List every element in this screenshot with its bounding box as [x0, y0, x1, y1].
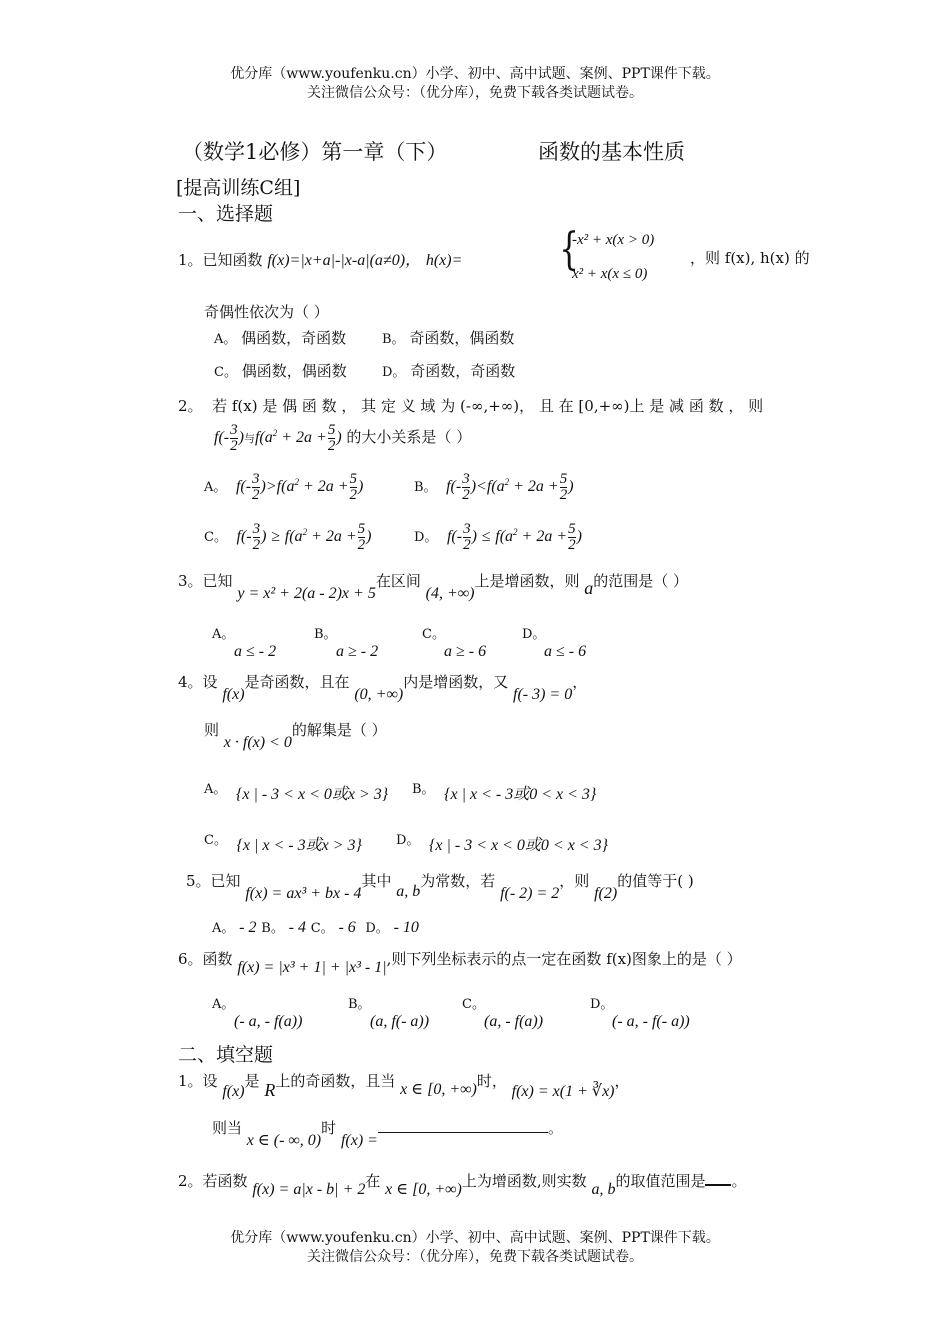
q3-end: 的范围是（ ）	[593, 572, 689, 590]
question-3	[178, 570, 689, 602]
f2-function: f(x) = a|x - b| + 2	[252, 1181, 366, 1198]
q5-option-a-text: - 2	[239, 919, 257, 936]
q5-ask: f(2)	[594, 885, 618, 902]
q6-function: f(x) = |x³ + 1| + |x³ - 1|	[237, 959, 387, 976]
f1-mid4: 时	[321, 1119, 337, 1137]
option-label: B。	[261, 921, 284, 936]
option-label: D。	[414, 530, 438, 546]
f1-comma: ，	[614, 1072, 630, 1090]
f1-number: 1。	[178, 1072, 203, 1090]
q6-lead: 函数	[202, 950, 233, 968]
q3-function: y = x² + 2(a - 2)x + 5	[237, 585, 376, 602]
q2-text: 若 f(x) 是 偶 函 数 ， 其 定 义 域 为 (-∞,+∞)， 且 在 [0,+∞)上 是 减 函 数 ， 则	[212, 397, 764, 415]
q4-line-2-lead: 则	[204, 721, 220, 739]
q4-comma: ，	[572, 673, 588, 691]
q5-option-d-text: - 10	[393, 919, 419, 936]
f1-mid: 是	[244, 1072, 260, 1090]
f2-condition: x ∈ [0, +∞)	[385, 1181, 462, 1198]
q4-condition: f(- 3) = 0	[513, 686, 573, 703]
header-line-1: 优分库（www.youfenku.cn）小学、初中、高中试题、案例、PPT课件下载。	[230, 66, 720, 82]
section-heading-choice: 一、选择题	[178, 203, 274, 225]
q4-number: 4。	[178, 673, 203, 691]
q6-option-a-text: (- a, - f(a))	[234, 1013, 303, 1030]
q2-number: 2。	[178, 397, 203, 415]
q4-line-2-tail: 的解集是（ ）	[291, 721, 387, 739]
section-heading-fill: 二、填空题	[178, 1044, 274, 1066]
f1-mid3: 时，	[476, 1072, 507, 1090]
question-4	[178, 671, 588, 703]
q1-option-d-text: 奇函数，奇函数	[410, 362, 516, 380]
f2-number: 2。	[178, 1172, 203, 1190]
option-label: A。	[204, 782, 227, 797]
q5-option-b-text: - 4	[288, 919, 306, 936]
q2-expr-left: f(- $\frac{3}{2}$ )	[214, 422, 244, 454]
q2-option-b: B。 f(- $\frac{3}{2}$ )$<f(a^2 + 2a$ + $\frac{5}{2}$ )	[414, 471, 574, 503]
q2-expr-right: $f(a^2 + 2a$ + $\frac{5}{2}$ )	[254, 422, 342, 454]
header-line-2: 关注微信公众号：（优分库），免费下载各类试题试卷。	[307, 85, 643, 101]
option-label: C。	[204, 833, 227, 848]
q6-option-d-text: (- a, - f(- a))	[612, 1013, 690, 1030]
q1-case-2: x² + x(x ≤ 0)	[572, 266, 648, 282]
q6-option-b-text: (a, f(- a))	[370, 1013, 430, 1030]
q4-option-c	[204, 826, 362, 854]
option-label: D。	[590, 997, 614, 1012]
q4-option-b-text: {x | x < - 3或0 < x < 3}	[444, 786, 597, 803]
f2-mid: 在	[365, 1172, 381, 1190]
f1-line-2	[212, 1117, 563, 1149]
option-label: A。	[212, 627, 235, 642]
option-label: A。	[212, 997, 235, 1012]
f2-mid2: 上为增函数,则实数	[461, 1172, 587, 1190]
q1-lead: 已知函数	[202, 251, 263, 269]
f1-definition: f(x) = x(1 + ∛x)	[511, 1083, 615, 1100]
q5-condition: f(- 2) = 2	[500, 885, 560, 902]
option-label: A。	[212, 921, 235, 936]
footer-line-1: 优分库（www.youfenku.cn）小学、初中、高中试题、案例、PPT课件下载。	[230, 1230, 720, 1246]
q5-lead: 已知	[210, 872, 241, 890]
q3-option-d-text: a ≤ - 6	[544, 643, 587, 660]
question-2	[178, 395, 763, 416]
q4-mid2: 内是增函数，又	[403, 673, 509, 691]
q4-interval: (0, +∞)	[354, 686, 404, 703]
option-label: B。	[314, 627, 337, 642]
question-5	[186, 870, 694, 902]
f1-line-2-lead: 则当	[212, 1119, 243, 1137]
q3-option-c	[422, 623, 486, 661]
q5-mid3: ，则	[559, 872, 590, 890]
group-label: [提高训练C组]	[176, 177, 301, 199]
q1-number: 1。	[178, 251, 203, 269]
q5-number: 5。	[186, 872, 211, 890]
f2-end: 。	[731, 1172, 747, 1190]
q1-case-1: -x² + x(x > 0)	[572, 232, 655, 248]
q3-option-b-text: a ≥ - 2	[336, 643, 379, 660]
q1-piecewise-brace: {	[559, 224, 579, 275]
q2-line-2: f(- $\frac{3}{2}$ )与$f(a^2 + 2a$ + $\frac{5}{2}$ ) 的大小关系是（ ）	[214, 422, 472, 454]
option-label: D。	[365, 921, 389, 936]
option-label: C。	[462, 997, 485, 1012]
q1-option-d	[382, 360, 515, 381]
option-label: B。	[348, 997, 371, 1012]
q3-variable: a	[584, 578, 594, 598]
option-label: B。	[414, 480, 437, 496]
q3-lead: 已知	[202, 572, 233, 590]
q6-option-c-text: (a, - f(a))	[484, 1013, 544, 1030]
q3-tail: 上是增函数，则	[474, 572, 580, 590]
option-label: D。	[522, 627, 546, 642]
q1-option-b-text: 奇函数，偶函数	[409, 329, 515, 347]
q1-line-2: 奇偶性依次为（ ）	[204, 303, 329, 321]
q3-interval: (4, +∞)	[425, 585, 475, 602]
q4-option-d-text: {x | - 3 < x < 0或0 < x < 3}	[428, 837, 609, 854]
q5-mid: 其中	[361, 872, 392, 890]
q4-inequality: x · f(x) < 0	[223, 734, 292, 751]
q6-option-b	[348, 993, 429, 1031]
q2-d-relation: ≤	[481, 528, 491, 546]
q1-option-a	[214, 327, 346, 348]
option-label: A。	[204, 480, 227, 496]
q1-f-definition: f(x)=|x+a|-|x-a|(a≠0)，	[267, 252, 422, 269]
q5-options	[212, 917, 419, 937]
option-label: C。	[204, 530, 227, 546]
q3-mid: 在区间	[375, 572, 421, 590]
option-label: C。	[214, 365, 237, 380]
f2-lead: 若函数	[202, 1172, 248, 1190]
f1-condition: x ∈ [0, +∞)	[400, 1081, 477, 1098]
question-6	[178, 948, 742, 976]
f1-lead: 设	[202, 1072, 218, 1090]
option-label: C。	[422, 627, 445, 642]
q3-option-a	[212, 623, 276, 661]
f1-r: R	[264, 1080, 276, 1100]
q4-line-2	[204, 719, 387, 751]
f1-function: f(x)	[222, 1083, 245, 1100]
q2-c-relation: ≥	[271, 528, 280, 546]
option-label: D。	[382, 365, 406, 380]
q4-option-a-text: {x | - 3 < x < 0或x > 3}	[235, 786, 389, 803]
q4-lead: 设	[202, 673, 218, 691]
q6-option-c	[462, 993, 543, 1031]
q1-option-c	[214, 360, 347, 381]
f2-answer-blank[interactable]	[705, 1172, 731, 1186]
q4-mid: 是奇函数，且在	[244, 673, 350, 691]
q5-function: f(x) = ax³ + bx - 4	[245, 885, 362, 902]
q2-b-relation: <	[476, 478, 487, 496]
q5-tail: 的值等于( )	[617, 872, 694, 890]
q6-tail: ,则下列坐标表示的点一定在函数 f(x)图象上的是（ ）	[386, 950, 742, 968]
q1-tail: ，则 f(x), h(x) 的	[690, 249, 810, 267]
f2-tail: 的取值范围是	[615, 1172, 706, 1190]
q2-option-d: D。 f(- $\frac{3}{2}$ ) ≤ $f(a^2 + 2a$ + $\frac{5}{2}$ )	[414, 521, 582, 553]
page-subtitle: 函数的基本性质	[538, 140, 685, 164]
f2-vars: a, b	[591, 1181, 616, 1198]
q4-option-d	[396, 826, 609, 854]
f1-answer-blank[interactable]	[378, 1120, 548, 1133]
q4-option-c-text: {x | x < - 3或x > 3}	[236, 837, 362, 854]
q3-option-a-text: a ≤ - 2	[234, 643, 277, 660]
option-label: A。	[214, 332, 237, 347]
q1-option-c-text: 偶函数，偶函数	[241, 362, 347, 380]
q6-option-d	[590, 993, 690, 1031]
q2-a-relation: >	[265, 478, 277, 496]
option-label: D。	[396, 833, 420, 848]
q2-option-a: A。 f(- $\frac{3}{2}$ )$>f(a^2 + 2a$ + $\frac{5}{2}$ )	[204, 471, 364, 503]
q3-option-d	[522, 623, 586, 661]
q3-option-b	[314, 623, 378, 661]
question-1	[178, 247, 462, 270]
f1-condition-2: x ∈ (- ∞, 0)	[246, 1132, 322, 1149]
f1-end: 。	[547, 1119, 563, 1137]
fill-question-2	[178, 1170, 747, 1198]
fill-question-1	[178, 1070, 630, 1100]
q6-number: 6。	[178, 950, 203, 968]
footer-line-2: 关注微信公众号：（优分库），免费下载各类试题试卷。	[307, 1249, 643, 1265]
q5-option-c-text: - 6	[338, 919, 356, 936]
option-label: B。	[382, 332, 405, 347]
q2-option-c: C。 f(- $\frac{3}{2}$ ) ≥ $f(a^2 + 2a$ + $\frac{5}{2}$ )	[204, 521, 372, 553]
q6-option-a	[212, 993, 302, 1031]
q1-option-a-text: 偶函数，奇函数	[241, 329, 347, 347]
q3-option-c-text: a ≥ - 6	[444, 643, 487, 660]
q4-option-b	[412, 775, 597, 803]
q4-function: f(x)	[222, 686, 245, 703]
q1-h-label: h(x)=	[425, 252, 463, 269]
q3-number: 3。	[178, 572, 203, 590]
q5-mid2: 为常数，若	[420, 872, 496, 890]
option-label: C。	[310, 921, 334, 936]
page-title: （数学1必修）第一章（下）	[182, 140, 448, 164]
f1-mid2: 上的奇函数，且当	[275, 1072, 396, 1090]
q2-line-2-tail: 的大小关系是（ ）	[346, 428, 472, 447]
q5-vars: a, b	[396, 883, 421, 900]
option-label: B。	[412, 782, 435, 797]
q4-option-a	[204, 775, 389, 803]
f1-ask: f(x) =	[340, 1132, 378, 1149]
q1-option-b	[382, 327, 514, 348]
